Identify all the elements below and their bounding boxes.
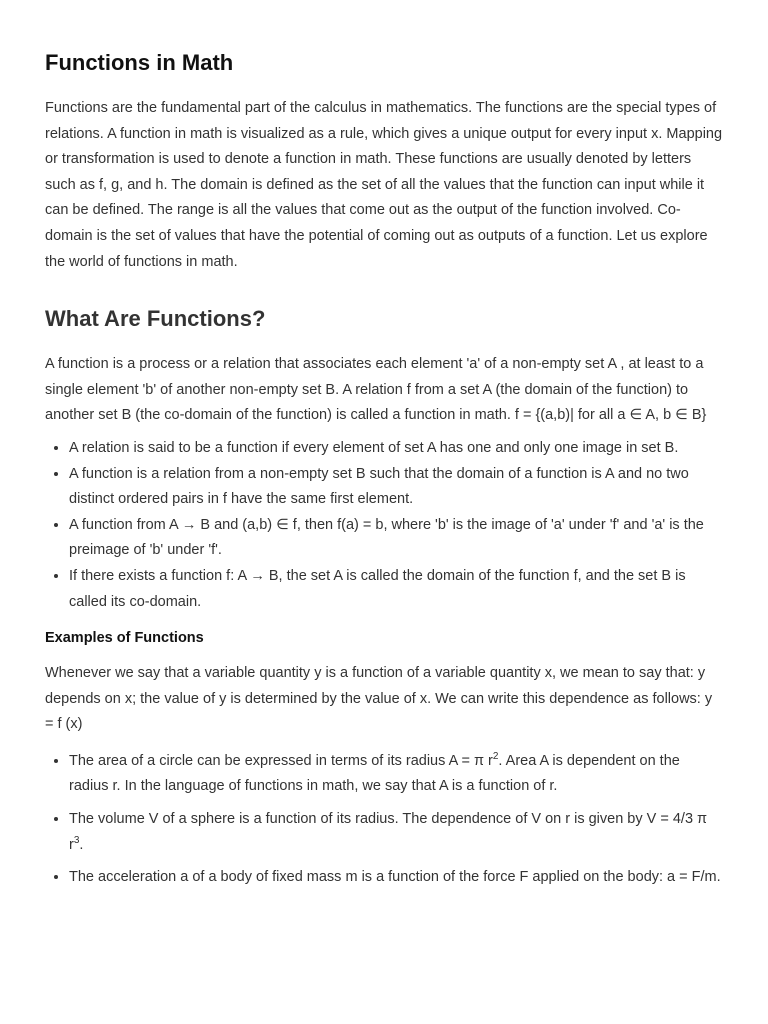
section-heading-what-are-functions: What Are Functions? <box>45 306 266 332</box>
list-item <box>69 807 723 858</box>
example-text: The acceleration a of a body of fixed mass m is a function of the force F applied on the body: a = F/m. <box>69 869 721 886</box>
list-item: • If there exists a function f: A → B, the set A is called the domain of the function f, and the set B is called its co-domain. <box>69 564 723 615</box>
list-item <box>69 865 723 891</box>
list-item: • A function is a relation from a non-empty set B such that the domain of a function is A and no two distinct ordered pairs in f have the same first element. <box>69 462 723 513</box>
definition-bullet-list <box>45 436 723 615</box>
list-item: • A relation is said to be a function if every element of set A has one and only one image in set B. <box>69 436 723 462</box>
exponent: 3 <box>73 834 80 846</box>
list-item: • A function from A → B and (a,b) ∈ f, then f(a) = b, where 'b' is the image of 'a' under 'f' and 'a' is the preimage of 'b' under 'f'. <box>69 513 723 564</box>
example-text: The area of a circle can be expressed in terms of its radius A = π r <box>69 752 493 769</box>
page-title: Functions in Math <box>45 50 234 75</box>
example-text: The volume V of a sphere is a function of its radius. The dependence of V on r is given by V = 4/3 π r <box>69 811 708 853</box>
definition-paragraph: A function is a process or a relation that associates each element 'a' of a non-empty set A , at least to a single element 'b' of another non-empty set B. A relation f from a set A (the domain of the function) to another set B (the co-domain of the function) is called a function in math. f = {(a,b)| for all a ∈ A, b ∈ B} <box>45 356 707 424</box>
examples-bullet-list <box>45 749 723 891</box>
example-text: . <box>79 836 84 853</box>
subheading-examples-of-functions: Examples of Functions <box>45 630 204 647</box>
example-text: . Area A is dependent on the radius r. In the language of functions in math, we say that A is a function of r. <box>69 752 680 795</box>
exponent: 2 <box>492 751 499 763</box>
list-item <box>69 749 723 800</box>
dependence-paragraph: Whenever we say that a variable quantity y is a function of a variable quantity x, we mean to say that: y depends on x; the value of y is determined by the value of x. We can write this dependence as follows: y = f (x) <box>45 665 713 733</box>
intro-paragraph: Functions are the fundamental part of the calculus in mathematics. The functions are the special types of relations. A function in math is visualized as a rule, which gives a unique output for every input x. Mapping or transformation is used to denote a function in math. These functions are usually denoted by letters such as f, g, and h. The domain is defined as the set of all the values that the function can input while it can be defined. The range is all the values that come out as the output of the function involved. Co-domain is the set of values that have the potential of coming out as outputs of a function. Let us explore the world of functions in math. <box>45 100 723 270</box>
